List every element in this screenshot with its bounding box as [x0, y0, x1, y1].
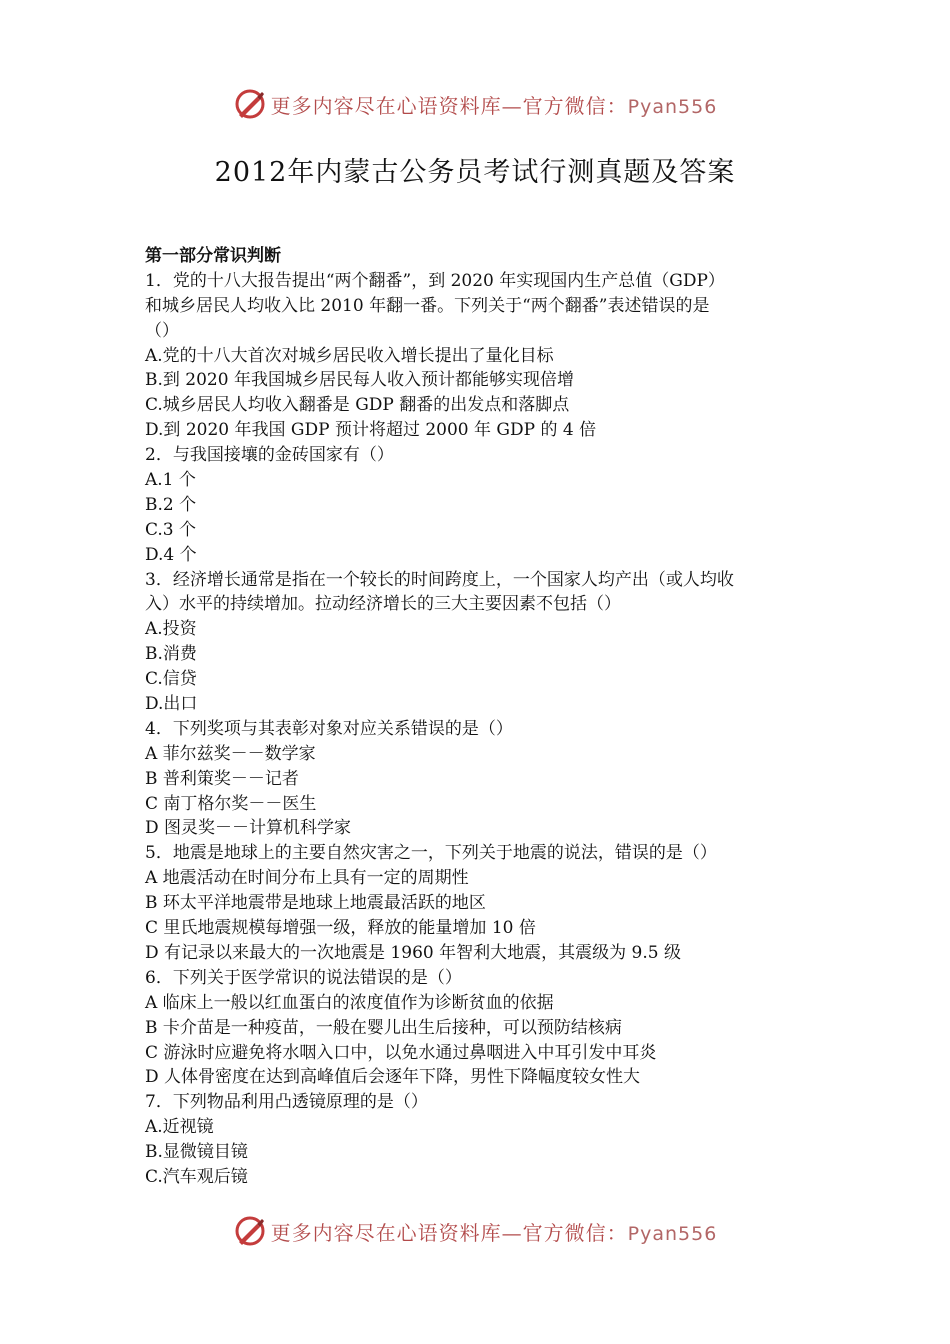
banner-wechat-id: Pyan556 [627, 95, 718, 118]
header-banner [0, 84, 950, 124]
text-line: B.消费 [145, 644, 197, 665]
text-line: D.4 个 [145, 544, 197, 565]
text-line: C 南丁格尔奖－－医生 [145, 793, 317, 814]
page-title: 2012年内蒙古公务员考试行测真题及答案 [214, 157, 736, 188]
text-line: A.党的十八大首次对城乡居民收入增长提出了量化目标 [145, 345, 554, 366]
text-line: A 临床上一般以红血蛋白的浓度值作为诊断贫血的依据 [145, 992, 554, 1013]
text-line: C.汽车观后镜 [145, 1166, 248, 1187]
document-body [145, 244, 825, 1190]
pen-logo-icon [233, 1214, 267, 1248]
text-line: （） [145, 320, 179, 341]
text-line: D.出口 [145, 694, 198, 715]
text-line: 和城乡居民人均收入比 2010 年翻一番。下列关于“两个翻番”表述错误的是 [145, 295, 710, 316]
text-line: B 卡介苗是一种疫苗，一般在婴儿出生后接种，可以预防结核病 [145, 1017, 622, 1038]
text-line: 3．经济增长通常是指在一个较长的时间跨度上，一个国家人均产出（或人均收 [145, 569, 734, 590]
text-line: 5．地震是地球上的主要自然灾害之一，下列关于地震的说法，错误的是（） [145, 843, 717, 864]
text-line: D 图灵奖－－计算机科学家 [145, 818, 352, 839]
text-line: A.投资 [145, 619, 197, 640]
text-line: A.1 个 [145, 470, 196, 491]
text-line: D 有记录以来最大的一次地震是 1960 年智利大地震，其震级为 9.5 级 [145, 942, 681, 963]
text-line: 1．党的十八大报告提出“两个翻番”，到 2020 年实现国内生产总值（GDP） [145, 270, 725, 291]
text-line: B.到 2020 年我国城乡居民每人收入预计都能够实现倍增 [145, 370, 574, 391]
text-line: B 环太平洋地震带是地球上地震最活跃的地区 [145, 893, 486, 914]
text-line: 6．下列关于医学常识的说法错误的是（） [145, 967, 462, 988]
text-line: D 人体骨密度在达到高峰值后会逐年下降，男性下降幅度较女性大 [145, 1067, 641, 1088]
footer-banner [0, 1211, 950, 1251]
text-line: 2．与我国接壤的金砖国家有（） [145, 445, 394, 466]
text-line: B.2 个 [145, 494, 197, 515]
text-line: 入）水平的持续增加。拉动经济增长的三大主要因素不包括（） [145, 594, 621, 615]
text-line: C.城乡居民人均收入翻番是 GDP 翻番的出发点和落脚点 [145, 395, 570, 416]
banner-wechat-id: Pyan556 [627, 1222, 718, 1245]
text-line: 4．下列奖项与其表彰对象对应关系错误的是（） [145, 718, 513, 739]
text-line: D.到 2020 年我国 GDP 预计将超过 2000 年 GDP 的 4 倍 [145, 420, 597, 441]
text-line: C.3 个 [145, 519, 197, 540]
text-line: 7．下列物品利用凸透镜原理的是（） [145, 1092, 428, 1113]
text-line: C.信贷 [145, 669, 197, 690]
text-line: B.显微镜目镜 [145, 1142, 248, 1163]
text-line: C 里氏地震规模每增强一级，释放的能量增加 10 倍 [145, 918, 536, 939]
text-line: C 游泳时应避免将水咽入口中，以免水通过鼻咽进入中耳引发中耳炎 [145, 1042, 657, 1063]
pen-logo-icon [233, 87, 267, 121]
banner-text: 更多内容尽在心语资料库—官方微信：Pyan556 [270, 1220, 718, 1245]
text-line: A.近视镜 [145, 1117, 214, 1138]
text-line: A 地震活动在时间分布上具有一定的周期性 [145, 868, 469, 889]
section-heading: 第一部分常识判断 [145, 246, 281, 266]
text-line: A 菲尔兹奖－－数学家 [145, 743, 316, 764]
banner-text: 更多内容尽在心语资料库—官方微信：Pyan556 [270, 93, 718, 118]
text-line: B 普利策奖－－记者 [145, 768, 299, 789]
